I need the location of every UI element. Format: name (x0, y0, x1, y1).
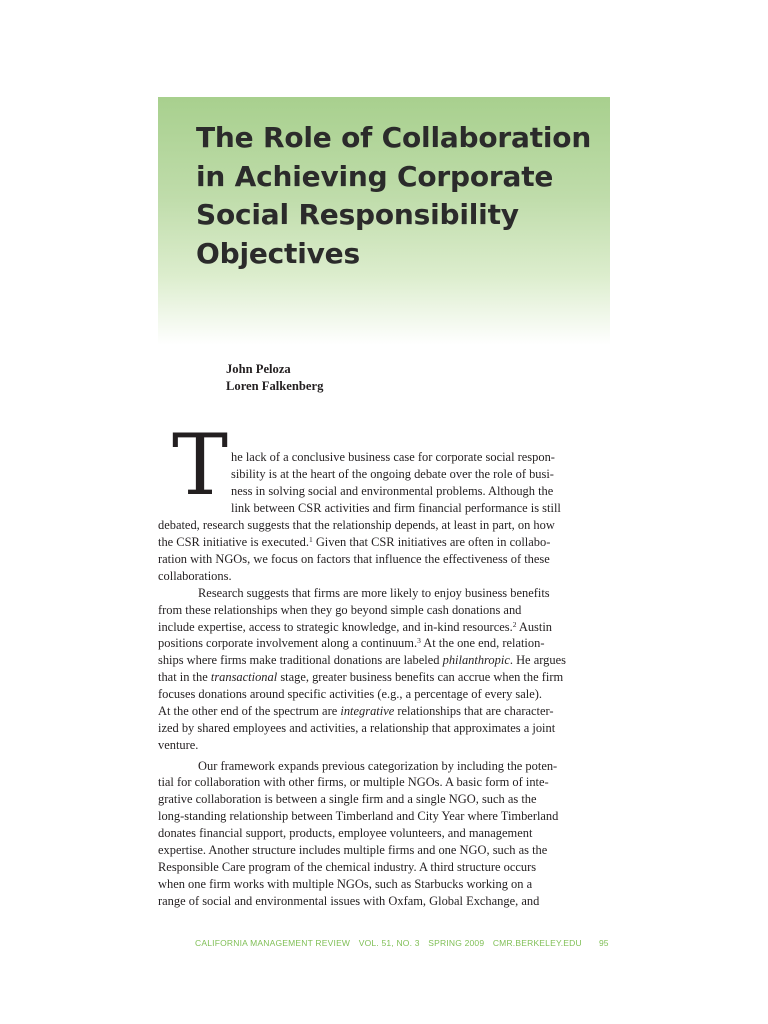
title-line: The Role of Collaboration (196, 121, 592, 154)
text-line: range of social and environmental issues with Oxfam, Global Exchange, and (158, 894, 540, 909)
journal-website: CMR.BERKELEY.EDU (492, 938, 582, 948)
text-line: Given that CSR initiatives are often in collabo- (312, 534, 551, 549)
footnote-marker: 2 (512, 619, 517, 629)
text-line: relationships that are character- (394, 704, 554, 719)
text-line: expertise. Another structure includes multiple firms and one NGO, such as the (158, 843, 548, 858)
title-line: Social Responsibility (196, 198, 519, 231)
text-line: At the one end, relation- (420, 636, 545, 651)
paragraph-1-full (158, 517, 610, 585)
text-line: from these relationships when they go beyond simple cash donations and (158, 602, 522, 617)
paragraph-1-wrapped (231, 449, 610, 517)
footnote-marker: 1 (308, 534, 313, 544)
text-line: donates financial support, products, employee volunteers, and management (158, 826, 533, 841)
text-line: grative collaboration is between a single firm and a single NGO, such as the (158, 792, 537, 807)
text-line: venture. (158, 738, 199, 753)
issue-date: SPRING 2009 (428, 938, 485, 948)
emphasis-term: philanthropic (442, 653, 510, 668)
text-line: that in the (158, 670, 211, 685)
text-line: focuses donations around specific activities (e.g., a percentage of every sale). (158, 687, 543, 702)
volume-number: VOL. 51, NO. 3 (358, 938, 420, 948)
text-line: link between CSR activities and firm financial performance is still (231, 500, 561, 515)
text-line: debated, research suggests that the relationship depends, at least in part, on how (158, 517, 555, 532)
paragraph-2 (158, 585, 610, 755)
text-line: sibility is at the heart of the ongoing debate over the role of busi- (231, 466, 554, 481)
title-line: in Achieving Corporate (196, 159, 554, 193)
footnote-marker: 3 (417, 636, 421, 646)
text-line: include expertise, access to strategic knowledge, and in-kind resources. (158, 619, 513, 634)
journal-name: CALIFORNIA MANAGEMENT REVIEW (195, 938, 351, 948)
text-line: ness in solving social and environmental problems. Although the (231, 483, 554, 498)
text-line: ized by shared employees and activities, a relationship that approximates a joint (158, 721, 556, 736)
text-line: he lack of a conclusive business case for corporate social respon- (231, 450, 555, 464)
text-line: Our framework expands previous categorization by including the poten- (198, 758, 558, 773)
text-line: long-standing relationship between Timberland and City Year where Timberland (158, 809, 559, 824)
text-line: At the other end of the spectrum are (158, 704, 341, 719)
text-line: collaborations. (158, 568, 232, 583)
article-title (196, 119, 596, 273)
author-name: Loren Falkenberg (226, 379, 324, 393)
emphasis-term: transactional (210, 670, 278, 685)
text-line: ships where firms make traditional donations are labeled (158, 653, 443, 668)
text-line: Austin (516, 619, 553, 634)
author-name: John Peloza (226, 362, 291, 376)
running-footer (195, 938, 588, 948)
drop-cap: T (172, 416, 229, 514)
text-line: tial for collaboration with other firms, or multiple NGOs. A basic form of inte- (158, 775, 549, 790)
text-line: stage, greater business benefits can accrue when the firm (277, 670, 564, 685)
text-line: Research suggests that firms are more likely to enjoy business benefits (198, 585, 550, 600)
text-line: the CSR initiative is executed. (158, 534, 309, 549)
text-line: Responsible Care program of the chemical industry. A third structure occurs (158, 860, 537, 875)
text-line: . He argues (509, 653, 566, 668)
text-line: ration with NGOs, we focus on factors that influence the effectiveness of these (158, 551, 550, 566)
text-line: positions corporate involvement along a continuum. (158, 636, 418, 651)
page-number: 95 (599, 938, 609, 948)
title-band (158, 97, 610, 345)
paragraph-3 (158, 758, 610, 911)
text-line: when one firm works with multiple NGOs, such as Starbucks working on a (158, 877, 533, 892)
title-line: Objectives (196, 236, 360, 270)
emphasis-term: integrative (340, 704, 395, 719)
